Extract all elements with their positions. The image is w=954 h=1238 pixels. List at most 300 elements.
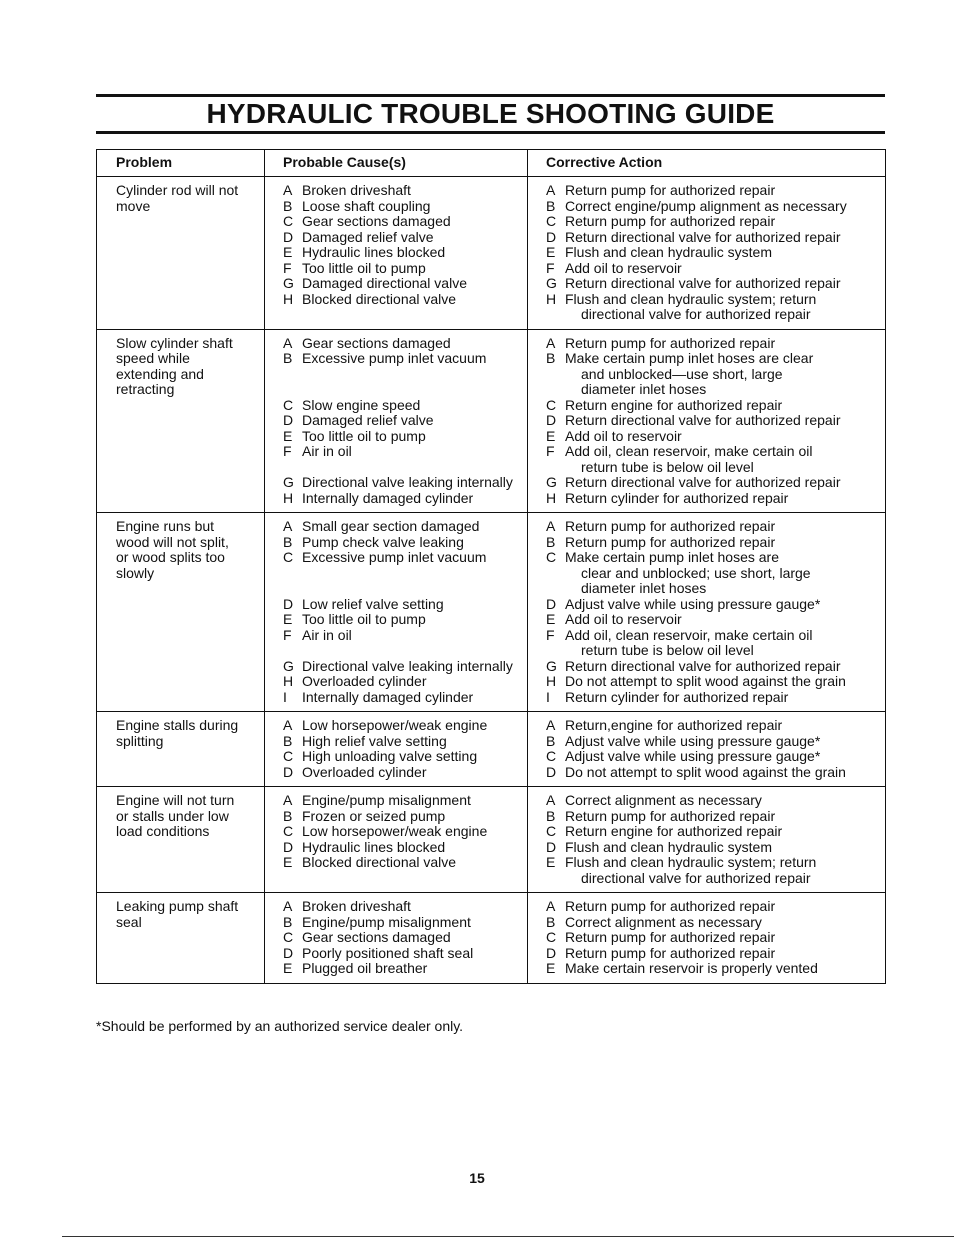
cause-item: [283, 413, 523, 429]
action-letter: B: [546, 807, 556, 824]
action-item: [546, 261, 881, 277]
action-text: Return directional valve for authorized repair: [565, 657, 841, 674]
cause-text: Too little oil to pump: [302, 427, 426, 444]
action-letter: B: [546, 732, 556, 749]
action-letter: E: [546, 854, 556, 870]
action-item: [546, 734, 881, 750]
action-text: Adjust valve while using pressure gauge*: [565, 748, 821, 764]
problem-line: splitting: [116, 732, 164, 749]
cause-letter: C: [283, 748, 294, 764]
action-item: [546, 550, 881, 566]
problem-line: slowly: [116, 564, 155, 581]
action-letter: C: [546, 929, 557, 945]
action-item: [546, 566, 881, 582]
cause-letter: D: [283, 944, 294, 961]
action-item: [546, 612, 881, 628]
table-row: [97, 177, 886, 330]
table-row: [97, 893, 886, 984]
action-letter: H: [546, 489, 557, 506]
cause-text: Poorly positioned shaft seal: [302, 944, 474, 961]
cause-letter: H: [283, 290, 294, 307]
action-letter: D: [546, 763, 557, 780]
action-letter: I: [546, 688, 550, 705]
action-letter: [546, 382, 565, 398]
action-item: [546, 276, 881, 292]
cause-item: [283, 930, 523, 946]
action-text: Return pump for authorized repair: [565, 807, 776, 824]
action-item: [546, 398, 881, 414]
action-text: diameter inlet hoses: [581, 381, 707, 397]
action-item: [546, 307, 881, 323]
problem-line: retracting: [116, 381, 175, 397]
cause-item: [283, 292, 523, 308]
problem-line: wood will not split,: [116, 533, 229, 550]
cause-letter: A: [283, 334, 293, 351]
cause-letter: E: [283, 244, 293, 260]
cause-item: [283, 491, 523, 507]
action-letter: F: [546, 626, 555, 643]
action-text: Return pump for authorized repair: [565, 898, 776, 914]
action-text: Correct alignment as necessary: [565, 792, 762, 808]
cause-text: Overloaded cylinder: [302, 673, 427, 689]
problem-line: Slow cylinder shaft: [116, 334, 233, 351]
problem-line: speed while: [116, 350, 190, 366]
cause-item: [283, 659, 523, 675]
action-letter: A: [546, 182, 556, 198]
cause-item: [283, 475, 523, 491]
cause-item: [283, 946, 523, 962]
action-letter: B: [546, 913, 556, 930]
cause-letter: F: [283, 443, 292, 459]
cause-text: Internally damaged cylinder: [302, 688, 474, 705]
action-text: Flush and clean hydraulic system; return: [565, 290, 817, 307]
cause-item: [283, 245, 523, 261]
cause-item: [283, 444, 523, 460]
action-text: return tube is below oil level: [581, 458, 754, 475]
cause-item: [283, 809, 523, 825]
action-text: Add oil, clean reservoir, make certain oil: [565, 443, 813, 459]
cause-item: [283, 336, 523, 352]
cause-text: Low horsepower/weak engine: [302, 823, 488, 839]
problem-cell: [97, 177, 265, 330]
cause-letter: B: [283, 732, 293, 749]
cause-text: Hydraulic lines blocked: [302, 244, 446, 260]
action-letter: D: [546, 228, 557, 245]
action-cell: [528, 787, 886, 893]
cause-text: Too little oil to pump: [302, 259, 426, 276]
cause-item: [283, 351, 523, 367]
cause-letter: C: [283, 929, 294, 945]
cause-letter: G: [283, 657, 294, 674]
cause-text: Too little oil to pump: [302, 611, 426, 627]
action-letter: F: [546, 259, 555, 276]
cause-text: Blocked directional valve: [302, 854, 457, 870]
cause-text: Directional valve leaking internally: [302, 474, 513, 490]
action-item: [546, 230, 881, 246]
cause-text: High relief valve setting: [302, 732, 447, 749]
problem-line: seal: [116, 913, 142, 930]
problem-line: Engine will not turn: [116, 792, 235, 808]
action-item: [546, 429, 881, 445]
cause-letter: C: [283, 823, 294, 839]
action-item: [546, 643, 881, 659]
action-item: [546, 793, 881, 809]
trouble-shooting-table: [96, 149, 886, 984]
problem-line: move: [116, 197, 151, 214]
cause-letter: B: [283, 807, 293, 824]
problem-line: Engine stalls during: [116, 717, 239, 733]
cause-text: Hydraulic lines blocked: [302, 838, 446, 855]
action-item: [546, 946, 881, 962]
action-text: Return cylinder for authorized repair: [565, 688, 789, 705]
cause-letter: D: [283, 763, 294, 780]
blank-line: [283, 566, 523, 582]
cause-item: [283, 429, 523, 445]
action-item: [546, 581, 881, 597]
header-probable-causes: Probable Cause(s): [265, 150, 528, 177]
action-letter: E: [546, 960, 556, 976]
problem-cell: [97, 329, 265, 513]
action-text: Flush and clean hydraulic system: [565, 244, 772, 260]
action-item: [546, 597, 881, 613]
action-letter: B: [546, 350, 556, 366]
action-letter: E: [546, 427, 556, 444]
cause-item: [283, 612, 523, 628]
cause-item: [283, 183, 523, 199]
cause-text: Small gear section damaged: [302, 518, 480, 534]
cause-letter: F: [283, 626, 292, 643]
cause-letter: B: [283, 913, 293, 930]
blank-line: [283, 367, 523, 383]
cause-letter: E: [283, 427, 293, 444]
action-item: [546, 961, 881, 977]
action-item: [546, 855, 881, 871]
cause-letter: E: [283, 611, 293, 627]
blank-line: [283, 643, 523, 659]
action-letter: [546, 367, 565, 383]
problem-line: or stalls under low: [116, 807, 229, 824]
action-text: Do not attempt to split wood against the grain: [565, 673, 846, 689]
action-letter: [546, 307, 565, 323]
cause-text: Gear sections damaged: [302, 334, 451, 351]
action-letter: C: [546, 213, 557, 229]
cause-item: [283, 276, 523, 292]
table-row: [97, 329, 886, 513]
action-letter: [546, 460, 565, 476]
page-number: 15: [469, 1170, 485, 1186]
action-letter: A: [546, 518, 556, 534]
action-text: Make certain pump inlet hoses are: [565, 549, 779, 565]
cause-cell: [265, 712, 528, 787]
problem-cell: [97, 712, 265, 787]
action-text: Make certain reservoir is properly vented: [565, 960, 818, 976]
cause-letter: D: [283, 412, 294, 428]
action-text: Return directional valve for authorized repair: [565, 275, 841, 291]
action-text: Return cylinder for authorized repair: [565, 489, 789, 506]
cause-text: Low relief valve setting: [302, 595, 444, 612]
action-text: Flush and clean hydraulic system: [565, 838, 772, 855]
blank-line: [283, 581, 523, 597]
cause-letter: G: [283, 275, 294, 291]
action-text: Add oil, clean reservoir, make certain oil: [565, 626, 813, 643]
action-letter: A: [546, 792, 556, 808]
action-cell: [528, 329, 886, 513]
cause-text: Broken driveshaft: [302, 898, 411, 914]
cause-text: Slow engine speed: [302, 396, 421, 413]
action-text: Return directional valve for authorized repair: [565, 228, 841, 245]
action-item: [546, 199, 881, 215]
action-letter: [546, 566, 565, 582]
cause-item: [283, 749, 523, 765]
cause-cell: [265, 329, 528, 513]
action-item: [546, 475, 881, 491]
cause-item: [283, 550, 523, 566]
cause-item: [283, 214, 523, 230]
action-letter: B: [546, 533, 556, 550]
action-text: Add oil to reservoir: [565, 259, 682, 276]
action-letter: [546, 581, 565, 597]
cause-text: Damaged relief valve: [302, 228, 434, 245]
bottom-rule: [62, 1236, 954, 1237]
blank-line: [283, 460, 523, 476]
cause-text: Plugged oil breather: [302, 960, 428, 976]
problem-cell: [97, 513, 265, 712]
action-letter: [546, 871, 565, 887]
action-item: [546, 628, 881, 644]
action-item: [546, 718, 881, 734]
cause-letter: C: [283, 213, 294, 229]
action-item: [546, 765, 881, 781]
action-letter: H: [546, 673, 557, 689]
action-text: Return pump for authorized repair: [565, 334, 776, 351]
action-item: [546, 659, 881, 675]
action-text: clear and unblocked; use short, large: [581, 564, 811, 581]
problem-line: Engine runs but: [116, 518, 215, 534]
action-letter: [546, 643, 565, 659]
action-letter: D: [546, 944, 557, 961]
cause-item: [283, 824, 523, 840]
cause-item: [283, 915, 523, 931]
problem-line: or wood splits too: [116, 549, 225, 565]
problem-line: Cylinder rod will not: [116, 182, 239, 198]
action-letter: D: [546, 412, 557, 428]
action-item: [546, 460, 881, 476]
action-item: [546, 840, 881, 856]
action-item: [546, 367, 881, 383]
page-title: HYDRAULIC TROUBLE SHOOTING GUIDE: [206, 98, 775, 129]
cause-text: Loose shaft coupling: [302, 197, 431, 214]
action-text: Do not attempt to split wood against the grain: [565, 763, 846, 780]
action-item: [546, 535, 881, 551]
action-text: Add oil to reservoir: [565, 427, 682, 444]
cause-item: [283, 793, 523, 809]
action-text: Return,engine for authorized repair: [565, 717, 783, 733]
action-text: Add oil to reservoir: [565, 611, 682, 627]
action-text: Return directional valve for authorized repair: [565, 412, 841, 428]
action-item: [546, 809, 881, 825]
action-letter: A: [546, 334, 556, 351]
action-item: [546, 824, 881, 840]
cause-letter: F: [283, 259, 292, 276]
problem-cell: [97, 893, 265, 984]
cause-text: Engine/pump misalignment: [302, 792, 471, 808]
cause-text: Gear sections damaged: [302, 213, 451, 229]
action-letter: A: [546, 717, 556, 733]
action-item: [546, 351, 881, 367]
cause-text: Overloaded cylinder: [302, 763, 427, 780]
action-item: [546, 519, 881, 535]
action-letter: E: [546, 611, 556, 627]
cause-item: [283, 718, 523, 734]
cause-item: [283, 855, 523, 871]
action-item: [546, 930, 881, 946]
action-letter: B: [546, 197, 556, 214]
cause-cell: [265, 787, 528, 893]
cause-item: [283, 261, 523, 277]
cause-item: [283, 628, 523, 644]
cause-item: [283, 840, 523, 856]
cause-text: Damaged relief valve: [302, 412, 434, 428]
action-letter: D: [546, 595, 557, 612]
action-item: [546, 214, 881, 230]
action-text: Return pump for authorized repair: [565, 533, 776, 550]
cause-letter: A: [283, 518, 293, 534]
cause-item: [283, 597, 523, 613]
action-cell: [528, 712, 886, 787]
table-header-row: [97, 150, 886, 177]
cause-letter: A: [283, 717, 293, 733]
problem-line: extending and: [116, 365, 204, 382]
action-item: [546, 413, 881, 429]
cause-letter: E: [283, 854, 293, 870]
cause-text: Internally damaged cylinder: [302, 489, 474, 506]
cause-letter: A: [283, 182, 293, 198]
cause-letter: B: [283, 350, 293, 366]
action-item: [546, 749, 881, 765]
action-letter: C: [546, 823, 557, 839]
cause-letter: G: [283, 474, 294, 490]
action-letter: G: [546, 275, 557, 291]
cause-cell: [265, 513, 528, 712]
cause-letter: C: [283, 396, 294, 413]
action-item: [546, 183, 881, 199]
cause-text: Pump check valve leaking: [302, 533, 464, 550]
action-text: directional valve for authorized repair: [581, 306, 811, 322]
action-item: [546, 690, 881, 706]
cause-text: Excessive pump inlet vacuum: [302, 350, 487, 366]
cause-letter: E: [283, 960, 293, 976]
action-text: return tube is below oil level: [581, 642, 754, 658]
action-text: and unblocked—use short, large: [581, 365, 783, 382]
action-letter: D: [546, 838, 557, 855]
action-item: [546, 382, 881, 398]
header-corrective-action: Corrective Action: [528, 150, 886, 177]
action-text: Return pump for authorized repair: [565, 518, 776, 534]
action-text: Correct engine/pump alignment as necessary: [565, 197, 847, 214]
problem-cell: [97, 787, 265, 893]
action-text: Return pump for authorized repair: [565, 929, 776, 945]
cause-text: Low horsepower/weak engine: [302, 717, 488, 733]
action-text: Adjust valve while using pressure gauge*: [565, 595, 821, 612]
table-row: [97, 513, 886, 712]
action-cell: [528, 893, 886, 984]
action-text: Adjust valve while using pressure gauge*: [565, 732, 821, 749]
action-letter: G: [546, 657, 557, 674]
action-item: [546, 491, 881, 507]
action-text: Correct alignment as necessary: [565, 913, 762, 930]
cause-text: Directional valve leaking internally: [302, 657, 513, 674]
action-text: Make certain pump inlet hoses are clear: [565, 350, 814, 366]
action-letter: C: [546, 549, 557, 565]
action-text: diameter inlet hoses: [581, 580, 707, 596]
cause-text: Gear sections damaged: [302, 929, 451, 945]
action-text: Return engine for authorized repair: [565, 396, 783, 413]
table-body: [97, 177, 886, 984]
action-letter: A: [546, 898, 556, 914]
action-item: [546, 899, 881, 915]
action-text: directional valve for authorized repair: [581, 869, 811, 886]
cause-cell: [265, 893, 528, 984]
action-item: [546, 871, 881, 887]
action-item: [546, 915, 881, 931]
cause-item: [283, 690, 523, 706]
cause-letter: B: [283, 533, 293, 550]
table-row: [97, 787, 886, 893]
cause-item: [283, 899, 523, 915]
footnote: *Should be performed by an authorized service dealer only.: [96, 1018, 464, 1034]
problem-line: load conditions: [116, 823, 210, 839]
blank-line: [283, 382, 523, 398]
action-cell: [528, 177, 886, 330]
cause-letter: D: [283, 228, 294, 245]
cause-item: [283, 734, 523, 750]
cause-letter: D: [283, 595, 294, 612]
action-cell: [528, 513, 886, 712]
cause-letter: A: [283, 898, 293, 914]
cause-item: [283, 961, 523, 977]
cause-letter: C: [283, 549, 294, 565]
title-rule-bottom: [96, 131, 885, 134]
action-item: [546, 674, 881, 690]
cause-item: [283, 398, 523, 414]
action-item: [546, 444, 881, 460]
cause-cell: [265, 177, 528, 330]
action-text: Return engine for authorized repair: [565, 823, 783, 839]
cause-text: Air in oil: [302, 626, 352, 643]
action-letter: C: [546, 748, 557, 764]
action-item: [546, 245, 881, 261]
cause-item: [283, 535, 523, 551]
action-letter: F: [546, 443, 555, 459]
cause-letter: B: [283, 197, 293, 214]
action-text: Return pump for authorized repair: [565, 213, 776, 229]
cause-item: [283, 199, 523, 215]
action-text: Return pump for authorized repair: [565, 182, 776, 198]
action-letter: H: [546, 290, 557, 307]
header-problem: Problem: [97, 150, 265, 177]
cause-text: Blocked directional valve: [302, 290, 457, 307]
cause-item: [283, 674, 523, 690]
cause-text: Frozen or seized pump: [302, 807, 446, 824]
cause-item: [283, 519, 523, 535]
cause-letter: D: [283, 838, 294, 855]
action-text: Return pump for authorized repair: [565, 944, 776, 961]
problem-line: Leaking pump shaft: [116, 898, 239, 914]
action-text: Flush and clean hydraulic system; return: [565, 854, 817, 870]
table-row: [97, 712, 886, 787]
cause-text: Engine/pump misalignment: [302, 913, 471, 930]
cause-letter: H: [283, 673, 294, 689]
